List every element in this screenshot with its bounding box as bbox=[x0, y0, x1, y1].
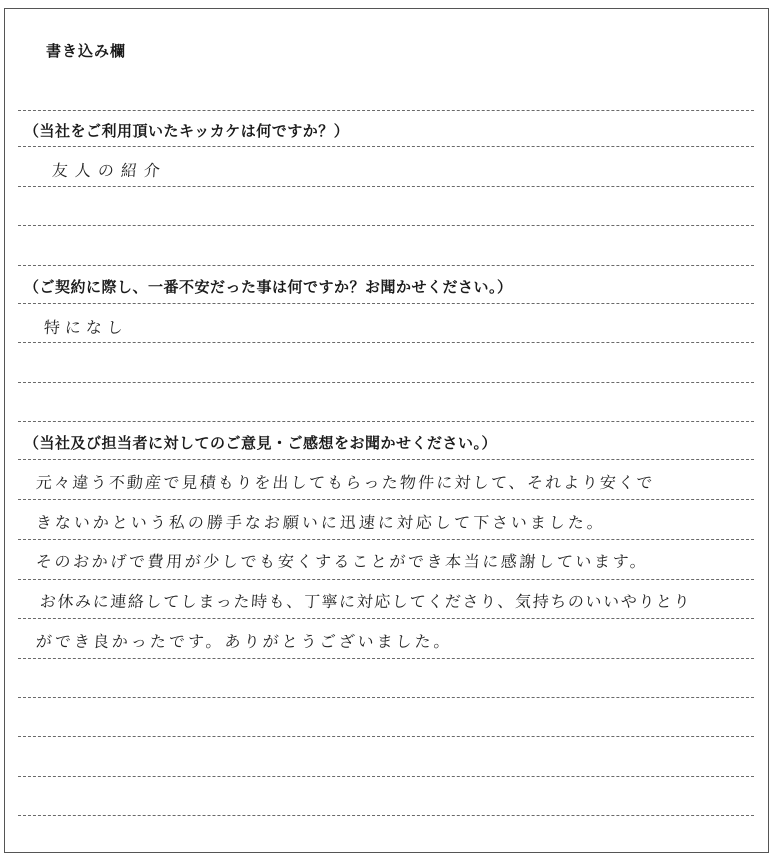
answer-3-line-1: 元々違う不動産で見積もりを出してもらった物件に対して、それより安くで bbox=[35, 473, 656, 492]
rule-line bbox=[18, 303, 754, 304]
rule-line bbox=[18, 186, 754, 187]
rule-line bbox=[18, 110, 754, 111]
question-2: （ご契約に際し、一番不安だった事は何ですか？お聞かせください。） bbox=[24, 278, 513, 296]
rule-line bbox=[18, 146, 754, 147]
rule-line bbox=[18, 776, 754, 777]
question-1: （当社をご利用頂いたキッカケは何ですか？） bbox=[24, 122, 350, 140]
rule-line bbox=[18, 382, 754, 383]
rule-line bbox=[18, 815, 754, 816]
rule-line bbox=[18, 342, 754, 343]
question-3: （当社及び担当者に対してのご意見・ご感想をお聞かせください。） bbox=[24, 434, 498, 452]
rule-line bbox=[18, 421, 754, 422]
rule-line bbox=[18, 618, 754, 619]
rule-line bbox=[18, 658, 754, 659]
answer-3-line-4: お休みに連絡してしまった時も、丁寧に対応してくださり、気持ちのいいやりとり bbox=[39, 592, 692, 611]
rule-line bbox=[18, 579, 754, 580]
answer-3-line-3: そのおかげで費用が少しでも安くすることができ本当に感謝しています。 bbox=[35, 552, 650, 571]
rule-line bbox=[18, 539, 754, 540]
answer-2-line-1: 特になし bbox=[43, 318, 129, 337]
form-title: 書き込み欄 bbox=[46, 42, 127, 60]
answer-1-line-1: 友人の紹介 bbox=[51, 161, 168, 180]
answer-3-line-2: きないかという私の勝手なお願いに迅速に対応して下さいました。 bbox=[35, 513, 607, 532]
rule-line bbox=[18, 736, 754, 737]
rule-line bbox=[18, 265, 754, 266]
rule-line bbox=[18, 499, 754, 500]
rule-line bbox=[18, 225, 754, 226]
rule-line bbox=[18, 697, 754, 698]
answer-3-line-5: ができ良かったです。ありがとうございました。 bbox=[35, 632, 454, 651]
rule-line bbox=[18, 459, 754, 460]
